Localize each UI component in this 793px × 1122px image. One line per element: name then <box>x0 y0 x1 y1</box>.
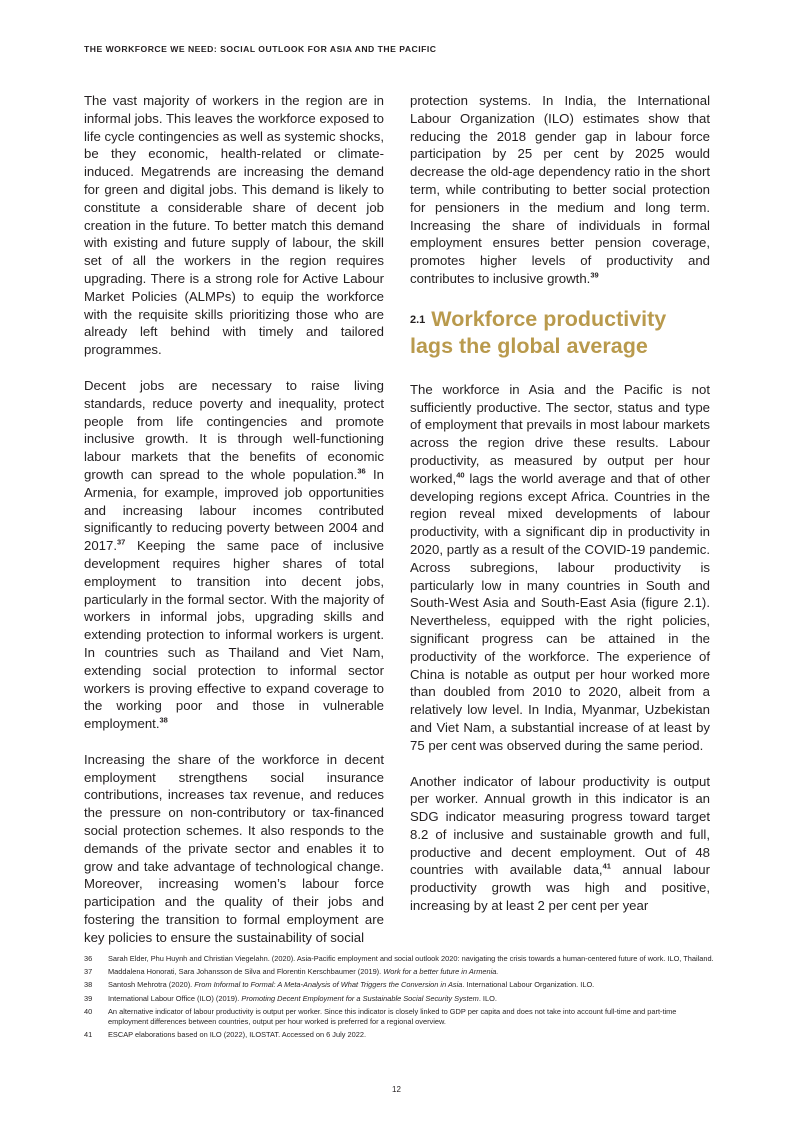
footnote-ref[interactable]: 37 <box>117 537 126 547</box>
section-title: Workforce productivity lags the global average <box>410 306 667 358</box>
footnote-number: 37 <box>84 967 93 977</box>
body-paragraph: Increasing the share of the workforce in decent employment strengthens social insurance contributions, increases tax revenue, and reduces the pressure on non-contributory or tax-financed social protection schemes. It also responds to the demands of the private sector and enables it to grow and take advantage of technological change. Moreover, increasing women’s labour force participation and the quality of their jobs and fostering the transition to formal employment are key policies to ensure the sustainability of social <box>84 751 384 945</box>
footnote-item <box>84 980 714 990</box>
footnote-item <box>84 994 714 1004</box>
footnote-number: 39 <box>84 993 93 1003</box>
section-heading <box>410 306 710 359</box>
footnote-text: International Labour Office (ILO) (2019). Promoting Decent Employment for a Sustainable Social Security System. ILO. <box>108 993 497 1003</box>
footnote-number: 38 <box>84 980 93 990</box>
body-paragraph: Decent jobs are necessary to raise living standards, reduce poverty and inequality, protect people from life contingencies and promote inclusive growth. It is through well-functioning labour markets that the benefits of economic growth can spread to the whole population.$^{36}$ In Armenia, for example, improved job opportunities and increasing labour incomes contributed significantly to reducing poverty between 2004 and 2017.37 Keeping the same pace of inclusive development requires higher shares of total employment to transition into decent jobs, particularly in the formal sector. With the majority of workers in informal jobs, upgrading skills and extending protection to informal workers is urgent. In countries such as Thailand and Viet Nam, extending social protection to informal sector workers is proving effective to expand coverage to the working poor and those in vulnerable employment.$^{38}$ <box>84 377 384 732</box>
left-column <box>84 92 384 965</box>
footnote-item <box>84 967 714 977</box>
footnote-text: Santosh Mehrotra (2020). From Informal to Formal: A Meta-Analysis of What Triggers the Conversion in Asia. International Labour Organization. ILO. <box>108 980 595 990</box>
footnote-ref[interactable]: 40 <box>456 470 465 480</box>
footnote-number: 41 <box>84 1029 93 1039</box>
footnote-ref[interactable]: 41 <box>602 862 611 872</box>
footnote-ref[interactable]: 38 <box>159 715 168 725</box>
running-header: THE WORKFORCE WE NEED: SOCIAL OUTLOOK FOR ASIA AND THE PACIFIC <box>84 44 437 54</box>
footnote-item <box>84 1007 714 1027</box>
section-number: 2.1 <box>410 313 426 326</box>
footnote-number: 36 <box>84 954 93 963</box>
footnotes <box>84 954 714 1043</box>
footnote-item <box>84 1030 714 1040</box>
footnote-text: Sarah Elder, Phu Huynh and Christian Viegelahn. (2020). Asia-Pacific employment and social outlook 2020: navigating the crisis towards a human-centered future of work. ILO, Thailand. <box>108 954 714 963</box>
body-paragraph: The workforce in Asia and the Pacific is not sufficiently productive. The sector, status and type of employment that prevails in most labour markets across the region drive these results. Labour productivity, as measured by output per hour worked,$^{40}$ lags the world average and that of other developing regions except Africa. Countries in the region reveal mixed developments of labour productivity, with a significant dip in productivity in 2020, partly as a result of the COVID-19 pandemic. Across subregions, labour productivity is particularly low in many countries in South and South-West Asia and South-East Asia (figure 2.1). Nevertheless, equipped with the right policies, significant progress can be attained in the productivity of the workforce. The experience of China is notable as output per hour worked more than doubled from 2010 to 2020, albeit from a relatively low level. In India, Myanmar, Uzbekistan and Viet Nam, a substantial increase of at least by 75 per cent was observed during the same period. <box>410 381 710 753</box>
page-number: 12 <box>392 1085 401 1094</box>
footnote-text: ESCAP elaborations based on ILO (2022), ILOSTAT. Accessed on 6 July 2022. <box>108 1029 366 1039</box>
body-paragraph: Another indicator of labour productivity is output per worker. Annual growth in this indicator is an SDG indicator measuring progress toward target 8.2 of inclusive and sustainable growth and full, productive and decent employment. Out of 48 countries with available data,$^{41}$ annual labour productivity growth was high and positive, increasing by at least 2 per cent per year <box>410 773 710 914</box>
footnote-text: Maddalena Honorati, Sara Johansson de Silva and Florentin Kerschbaumer (2019). Work for a better future in Armenia. <box>108 967 499 977</box>
footnote-text: An alternative indicator of labour productivity is output per worker. Since this indicator is closely linked to GDP per capita and does not take into account full-time and part-time employment differences between countries, output per hour worked is preferred for a regional overview. <box>108 1006 677 1026</box>
body-paragraph: The vast majority of workers in the region are in informal jobs. This leaves the workforce exposed to life cycle contingencies as well as systemic shocks, be they economic, health-related or climate-induced. Megatrends are increasing the demand for green and digital jobs. This demand is likely to constitute a considerable share of decent job creation in the future. To better match this demand with existing and future supply of labour, the skill set of all the workers in the region requires upgrading. There is a strong role for Active Labour Market Policies (ALMPs) to equip the workforce with the requisite skills prioritizing those who are already left behind with timely and tailored programmes. <box>84 93 384 358</box>
body-paragraph: protection systems. In India, the International Labour Organization (ILO) estimates show that reducing the 2018 gender gap in labour force participation by 25 per cent by 2025 would decrease the old-age dependency ratio in the short term, while contributing to better social protection for pensioners in the medium and long term. Increasing the share of individuals in formal employment ensures better pension coverage, promotes higher levels of productivity and contributes to inclusive growth.$^{39}$ <box>410 93 710 286</box>
footnote-ref[interactable]: 36 <box>357 466 366 476</box>
footnote-ref[interactable]: 39 <box>590 270 599 280</box>
footnote-item <box>84 954 714 964</box>
right-column <box>410 92 710 933</box>
footnote-number: 40 <box>84 1006 93 1016</box>
